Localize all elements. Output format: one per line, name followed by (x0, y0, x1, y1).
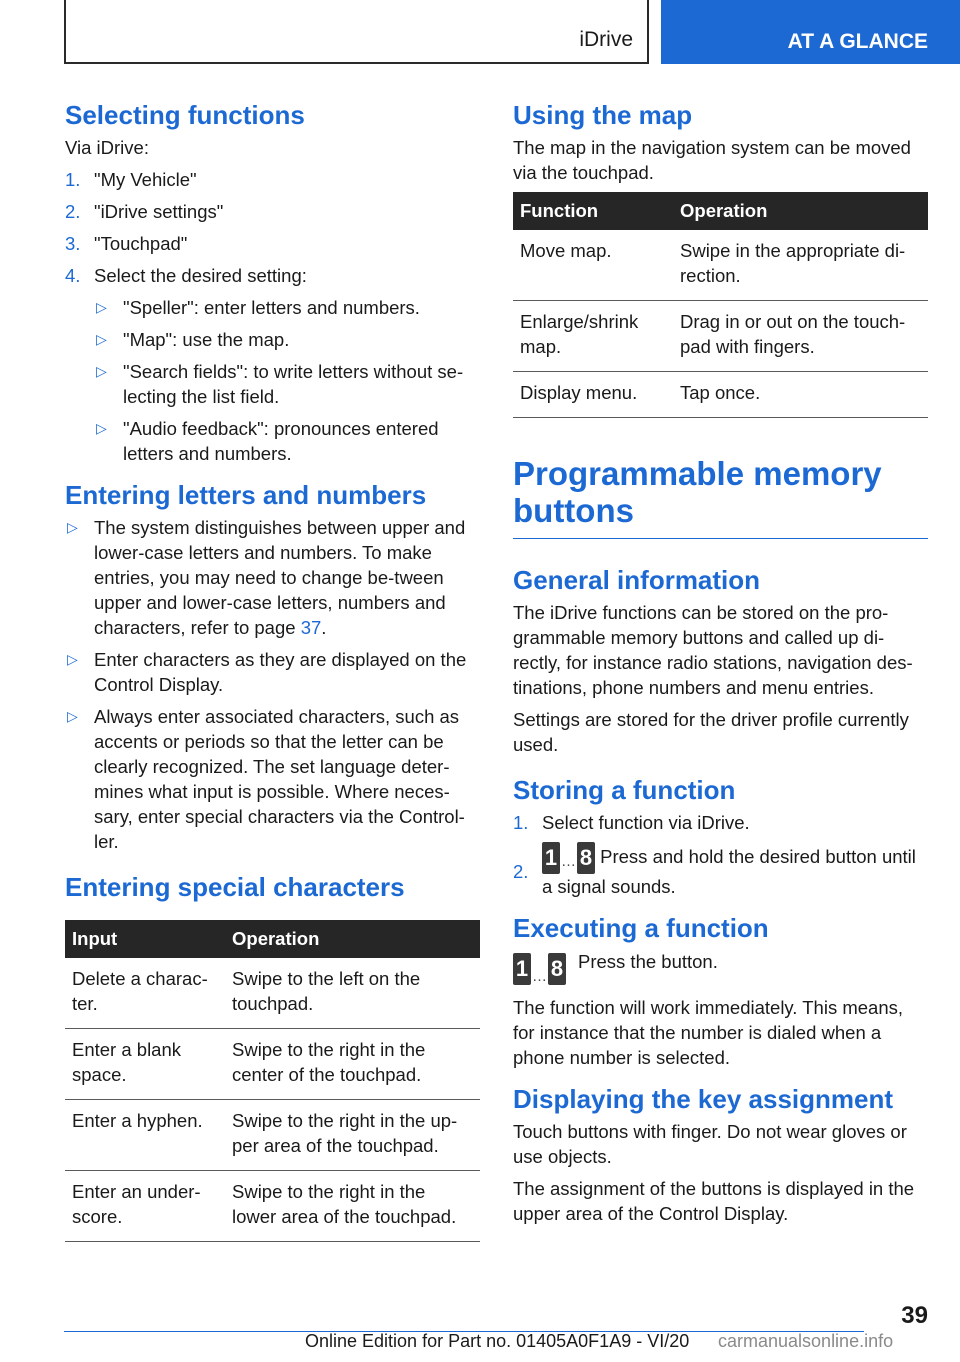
bullet-text: "Audio feedback": pronounces entered letters and numbers. (123, 418, 439, 465)
bullet-item (94, 416, 480, 466)
triangle-bullet-icon: ▷ (96, 420, 107, 437)
bullet-item (94, 359, 480, 409)
triangle-bullet-icon: ▷ (67, 519, 78, 536)
table-cell: Drag in or out on the touch‐pad with fingers. (673, 301, 928, 372)
display-paragraph-1: Touch buttons with finger. Do not wear gloves or use objects. (513, 1120, 907, 1167)
bullet-text: Enter characters as they are displayed on the Control Display. (94, 649, 467, 696)
table-cell: Swipe in the appropriate di‐rection. (673, 230, 928, 301)
table-row (65, 958, 480, 1029)
bullet-item (94, 295, 480, 320)
table-cell: Delete a charac‐ter. (65, 958, 225, 1029)
header-section-box (661, 0, 960, 64)
bullet-text: The system distinguishes between upper and lower-case letters and numbers. To make entries, you may need to change be‐tween upper and lower-case letters, numbers and characters, refer to page (94, 517, 466, 639)
storing-steps (513, 810, 928, 899)
triangle-bullet-icon: ▷ (96, 331, 107, 348)
bullet-text: "Speller": enter letters and numbers. (123, 297, 420, 319)
selecting-intro: Via iDrive: (65, 137, 149, 159)
table-row (513, 301, 928, 372)
display-paragraph-2: The assignment of the buttons is displayed in the upper area of the Control Display. (513, 1177, 915, 1224)
triangle-bullet-icon: ▷ (96, 299, 107, 316)
execute-row (513, 949, 928, 985)
bullet-item (94, 327, 480, 352)
table-row (65, 1028, 480, 1099)
step-item (65, 231, 480, 256)
step-text: "My Vehicle" (94, 169, 197, 191)
step-number: 3. (65, 233, 81, 255)
bullet-item (65, 704, 480, 854)
table-cell: Move map. (513, 230, 673, 301)
table-cell: Swipe to the right in the lower area of the touchpad. (225, 1170, 480, 1241)
special-characters-table (65, 920, 480, 1242)
edition-text: Online Edition for Part no. 01405A0F1A9 - VI/20 (305, 1331, 690, 1351)
ellipsis: … (532, 967, 547, 985)
using-map-heading: Using the map (513, 100, 693, 130)
storing-function-heading: Storing a function (513, 775, 736, 806)
step-text: Select function via iDrive. (542, 812, 750, 834)
memory-button-8-icon: 8 (577, 842, 595, 874)
step-number: 1. (65, 169, 81, 191)
setting-options (94, 295, 480, 466)
step-number: 4. (65, 265, 81, 287)
triangle-bullet-icon: ▷ (96, 363, 107, 380)
left-column (65, 100, 480, 1242)
step-text: Press and hold the desired button until a signal sounds. (542, 846, 916, 898)
general-information-heading: General information (513, 565, 761, 596)
table-cell: Swipe to the right in the up‐per area of the touchpad. (225, 1099, 480, 1170)
general-paragraph-1: The iDrive functions can be stored on the pro‐grammable memory buttons and called up di‐rectly, for instance radio stations, navigation des‐tinations, phone numbers and menu entries. (513, 602, 913, 699)
execute-text: Press the button. (578, 950, 718, 972)
bullet-text: "Map": use the map. (123, 329, 290, 351)
step-item (65, 263, 480, 466)
table-cell: Display menu. (513, 372, 673, 418)
selecting-functions-heading: Selecting functions (65, 100, 305, 130)
map-intro: The map in the navigation system can be moved via the touchpad. (513, 137, 911, 184)
memory-button-8-icon: 8 (548, 953, 566, 985)
header-subsection-box (64, 0, 649, 64)
page-number: 39 (901, 1302, 928, 1329)
memory-button-1-icon: 1 (513, 953, 531, 985)
special-characters-heading: Entering special characters (65, 872, 405, 903)
header-subsection: iDrive (579, 28, 633, 51)
table-header-operation: Operation (673, 192, 928, 230)
page-reference-link[interactable]: 37 (300, 617, 322, 639)
entering-letters-heading: Entering letters and numbers (65, 480, 427, 511)
memory-buttons-icon-group (513, 949, 566, 985)
table-cell: Tap once. (673, 372, 928, 418)
table-cell: Enter a blank space. (65, 1028, 225, 1099)
execute-paragraph: The function will work immediately. This means, for instance that the number is dialed when a phone number is selected. (513, 996, 904, 1068)
bullet-item (65, 515, 480, 640)
table-row (65, 1099, 480, 1170)
table-cell: Enlarge/shrink map. (513, 301, 673, 372)
table-header-row (65, 920, 480, 958)
step-item (513, 810, 928, 835)
step-text: Select the desired setting: (94, 265, 307, 287)
map-table (513, 192, 928, 418)
entering-letters-list (65, 515, 480, 854)
ellipsis: … (561, 853, 576, 871)
step-number: 2. (65, 201, 81, 223)
bullet-text: "Search fields": to write letters without se‐lecting the list field. (123, 361, 464, 408)
table-row (513, 230, 928, 301)
triangle-bullet-icon: ▷ (67, 708, 78, 725)
step-text: "iDrive settings" (94, 201, 224, 223)
table-cell: Swipe to the right in the center of the touchpad. (225, 1028, 480, 1099)
executing-function-heading: Executing a function (513, 913, 769, 944)
step-item (65, 167, 480, 192)
table-row (65, 1170, 480, 1241)
table-header-operation: Operation (225, 920, 480, 958)
right-column (513, 100, 928, 1233)
step-number: 2. (513, 861, 529, 883)
table-header-row (513, 192, 928, 230)
displaying-key-heading: Displaying the key assignment (513, 1083, 894, 1114)
triangle-bullet-icon: ▷ (67, 651, 78, 668)
memory-button-1-icon: 1 (542, 842, 560, 874)
bullet-text: Always enter associated characters, such as accents or periods so that the letter can be clearly recognized. The set language deter‐mines what input is possible. Where neces‐sary, enter special characters via the Control‐ler. (94, 706, 465, 853)
bullet-text-end: . (321, 617, 327, 639)
watermark: carmanualsonline.info (718, 1331, 894, 1351)
step-text: "Touchpad" (94, 233, 188, 255)
step-number: 1. (513, 812, 529, 834)
table-cell: Enter a hyphen. (65, 1099, 225, 1170)
table-cell: Swipe to the left on the touchpad. (225, 958, 480, 1029)
general-paragraph-2: Settings are stored for the driver profile currently used. (513, 709, 909, 756)
header-section: AT A GLANCE (787, 30, 928, 53)
bullet-item (65, 647, 480, 697)
selecting-steps (65, 167, 480, 466)
step-item (65, 199, 480, 224)
programmable-buttons-heading: Programmable memory buttons (513, 456, 928, 539)
table-header-input: Input (65, 920, 225, 958)
table-row (513, 372, 928, 418)
step-item (513, 842, 928, 899)
table-header-function: Function (513, 192, 673, 230)
table-cell: Enter an under‐score. (65, 1170, 225, 1241)
